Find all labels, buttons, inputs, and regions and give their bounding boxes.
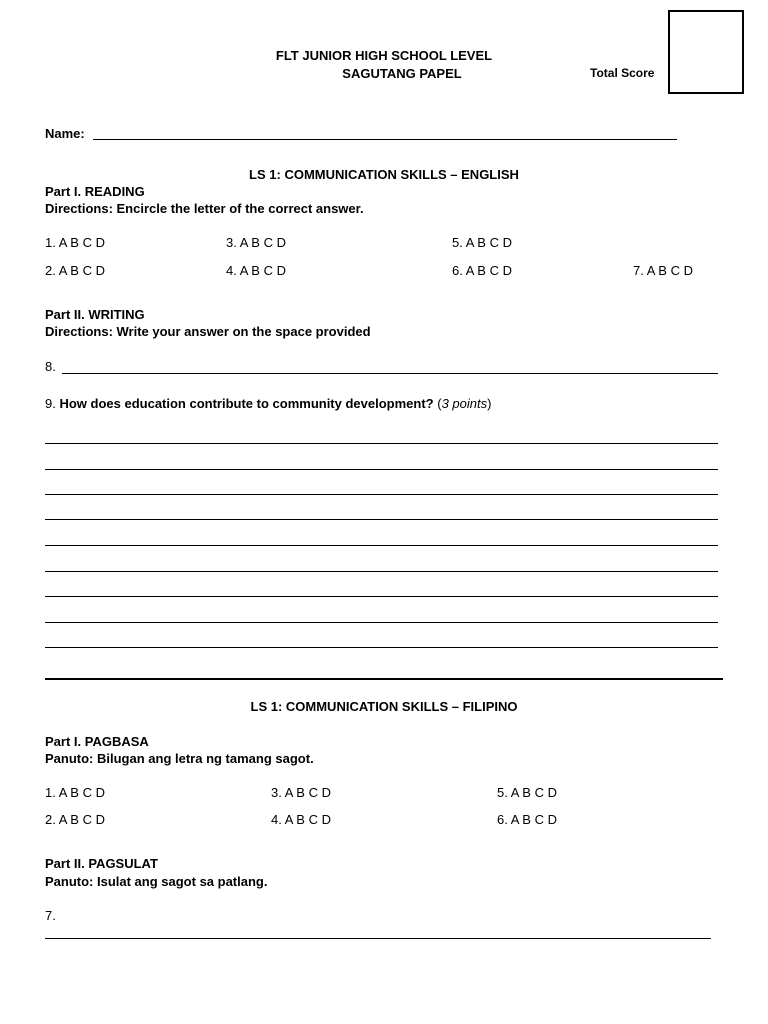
filipino-answer-2: 2. A B C D	[45, 812, 105, 827]
english-part2-directions: Directions: Write your answer on the space provided	[45, 324, 371, 339]
name-label: Name:	[45, 126, 85, 141]
total-score-box[interactable]	[668, 10, 744, 94]
english-part2-title: Part II. WRITING	[45, 307, 145, 322]
header-subtitle: SAGUTANG PAPEL	[342, 66, 462, 81]
item-9-points: 3 points	[441, 396, 488, 411]
name-line[interactable]	[93, 139, 677, 140]
item-8-number: 8.	[45, 359, 56, 374]
item-9-question	[45, 396, 491, 411]
english-part1-directions: Directions: Encircle the letter of the correct answer.	[45, 201, 364, 216]
filipino-item-7-number: 7.	[45, 908, 56, 923]
filipino-item-7-answer-line[interactable]	[45, 938, 711, 939]
item-9-answer-line[interactable]	[45, 443, 718, 444]
english-answer-3: 3. A B C D	[226, 235, 286, 250]
english-answer-6: 6. A B C D	[452, 263, 512, 278]
section-divider	[45, 678, 723, 680]
english-answer-1: 1. A B C D	[45, 235, 105, 250]
english-answer-7: 7. A B C D	[633, 263, 693, 278]
filipino-part2-directions: Panuto: Isulat ang sagot sa patlang.	[45, 874, 268, 889]
item-9-answer-line[interactable]	[45, 519, 718, 520]
filipino-answer-6: 6. A B C D	[497, 812, 557, 827]
item-9-number: 9.	[45, 396, 56, 411]
filipino-part1-directions: Panuto: Bilugan ang letra ng tamang sagot.	[45, 751, 314, 766]
total-score-label: Total Score	[590, 66, 655, 80]
english-answer-5: 5. A B C D	[452, 235, 512, 250]
english-answer-2: 2. A B C D	[45, 263, 105, 278]
filipino-answer-5: 5. A B C D	[497, 785, 557, 800]
item-9-answer-line[interactable]	[45, 596, 718, 597]
english-answer-4: 4. A B C D	[226, 263, 286, 278]
filipino-answer-1: 1. A B C D	[45, 785, 105, 800]
header-title: FLT JUNIOR HIGH SCHOOL LEVEL	[275, 48, 493, 63]
item-9-text: How does education contribute to community development?	[59, 396, 434, 411]
filipino-part2-title: Part II. PAGSULAT	[45, 856, 158, 871]
item-9-paren-close: )	[487, 396, 492, 411]
item-9-answer-line[interactable]	[45, 622, 718, 623]
item-9-answer-line[interactable]	[45, 571, 718, 572]
filipino-part1-title: Part I. PAGBASA	[45, 734, 149, 749]
item-9-answer-line[interactable]	[45, 647, 718, 648]
english-part1-title: Part I. READING	[45, 184, 145, 199]
item-9-paren-open: (	[437, 396, 442, 411]
item-8-answer-line[interactable]	[62, 373, 718, 374]
filipino-section-title: LS 1: COMMUNICATION SKILLS – FILIPINO	[250, 699, 518, 714]
filipino-answer-4: 4. A B C D	[271, 812, 331, 827]
item-9-answer-line[interactable]	[45, 494, 718, 495]
english-section-title: LS 1: COMMUNICATION SKILLS – ENGLISH	[249, 167, 519, 182]
item-9-answer-line[interactable]	[45, 469, 718, 470]
filipino-answer-3: 3. A B C D	[271, 785, 331, 800]
item-9-answer-line[interactable]	[45, 545, 718, 546]
